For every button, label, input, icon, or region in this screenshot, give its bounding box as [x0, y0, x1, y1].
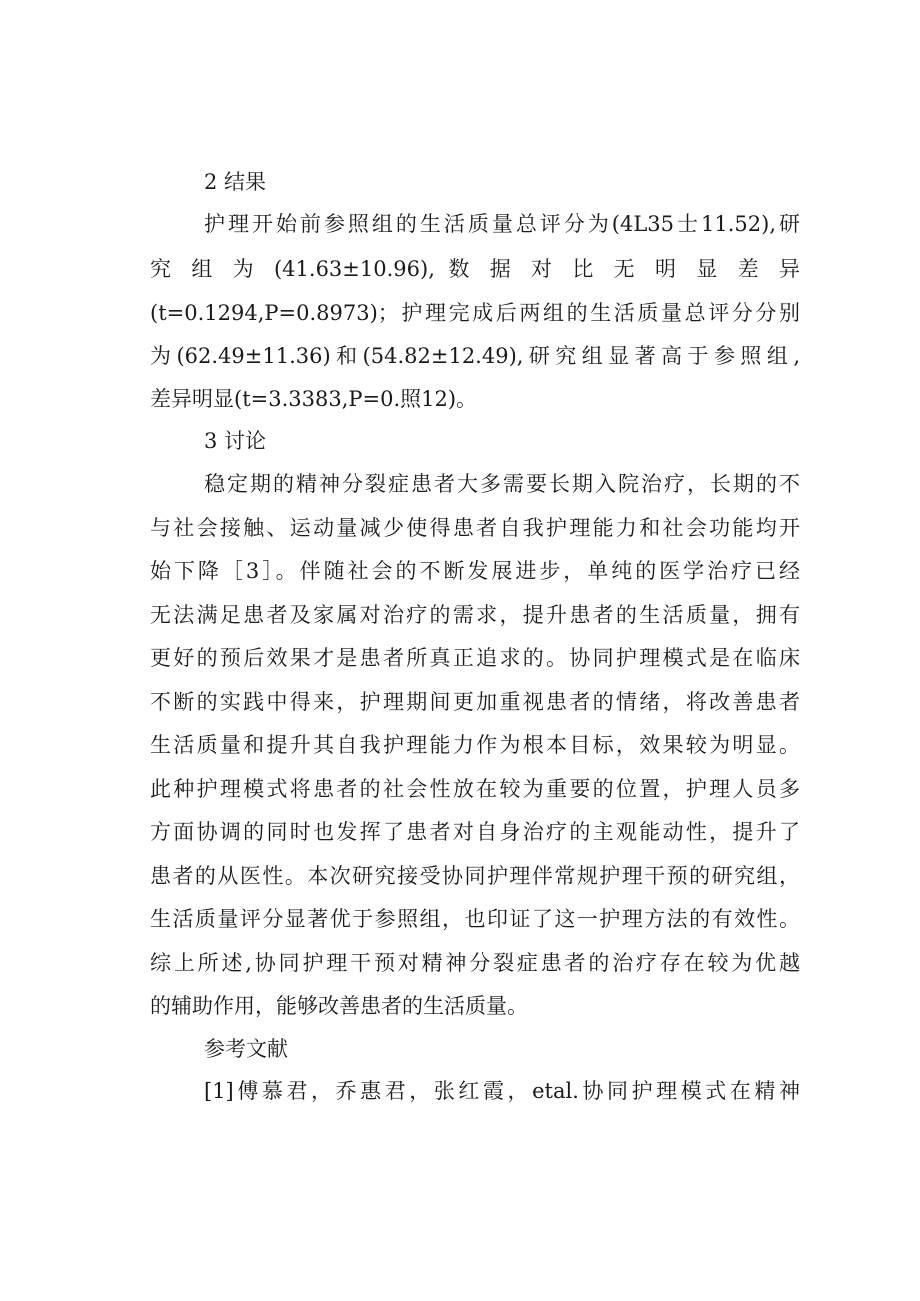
discussion-line-5: 更好的预后效果才是患者所真正追求的。协同护理模式是在临床	[150, 646, 800, 670]
results-line-3: (t=0.1294,P=0.8973)；护理完成后两组的生活质量总评分分别	[150, 301, 800, 325]
discussion-line-8: 此种护理模式将患者的社会性放在较为重要的位置，护理人员多	[150, 777, 800, 801]
references-heading: 参考文献	[204, 1037, 288, 1061]
results-line-4: 为(62.49±11.36)和(54.82±12.49),研究组显著高于参照组,	[150, 344, 800, 368]
reference-line-1: [1]傅慕君，乔惠君，张红霞，etal.协同护理模式在精神	[204, 1079, 800, 1103]
discussion-line-12: 综上所述,协同护理干预对精神分裂症患者的治疗存在较为优越	[150, 951, 800, 975]
discussion-heading: 3 讨论	[204, 429, 267, 453]
results-line-1: 护理开始前参照组的生活质量总评分为(4L35士11.52),研	[204, 212, 800, 236]
discussion-line-11: 生活质量评分显著优于参照组，也印证了这一护理方法的有效性。	[150, 907, 800, 931]
discussion-line-13: 的辅助作用，能够改善患者的生活质量。	[150, 994, 528, 1018]
discussion-line-1: 稳定期的精神分裂症患者大多需要长期入院治疗，长期的不	[204, 472, 800, 496]
discussion-line-4: 无法满足患者及家属对治疗的需求，提升患者的生活质量，拥有	[150, 603, 800, 627]
discussion-line-9: 方面协调的同时也发挥了患者对自身治疗的主观能动性，提升了	[150, 820, 800, 844]
results-line-5: 差异明显(t=3.3383,P=0.照12)。	[150, 387, 478, 411]
discussion-line-6: 不断的实践中得来，护理期间更加重视患者的情绪，将改善患者	[150, 690, 800, 714]
discussion-line-7: 生活质量和提升其自我护理能力作为根本目标，效果较为明显。	[150, 733, 800, 757]
results-line-2: 究 组 为 (41.63±10.96), 数 据 对 比 无 明 显 差 异	[150, 257, 800, 281]
discussion-line-10: 患者的从医性。本次研究接受协同护理伴常规护理干预的研究组，	[150, 864, 800, 888]
discussion-line-3: 始下降［3］。伴随社会的不断发展进步，单纯的医学治疗已经	[150, 559, 800, 583]
results-heading: 2 结果	[204, 170, 267, 194]
discussion-line-2: 与社会接触、运动量减少使得患者自我护理能力和社会功能均开	[150, 516, 800, 540]
